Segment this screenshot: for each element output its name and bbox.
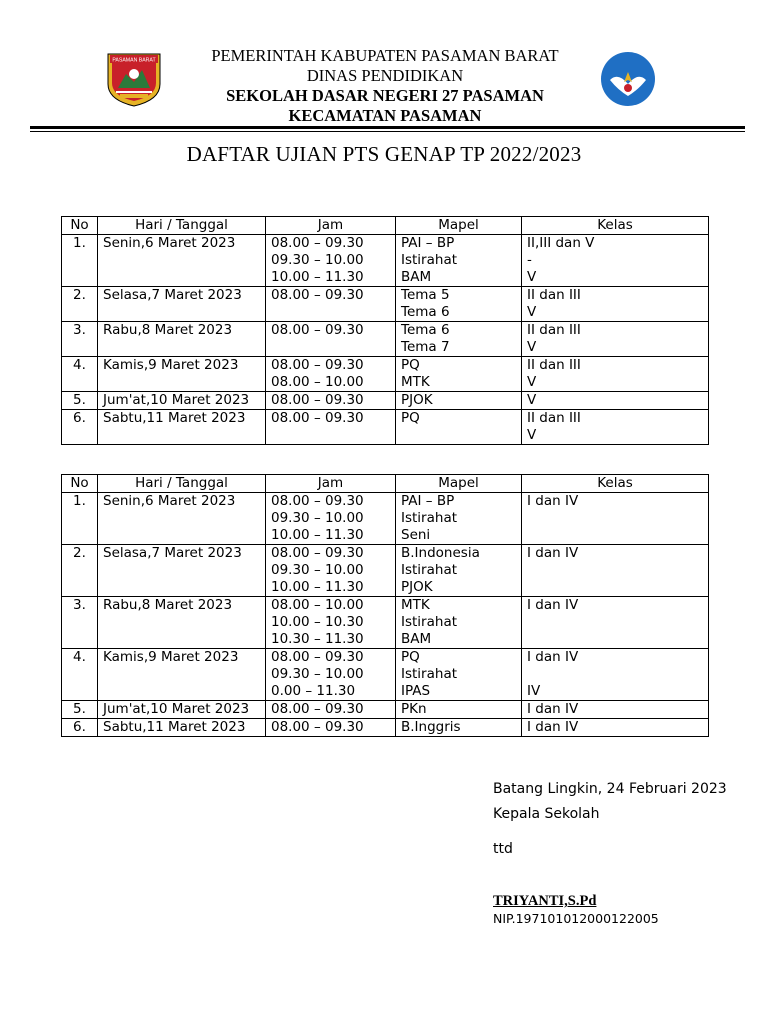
kelas-line: V: [527, 339, 537, 355]
header-kelas: Kelas: [522, 475, 709, 493]
cell-no: 2.: [62, 287, 98, 322]
cell-hari-tanggal: Rabu,8 Maret 2023: [98, 597, 266, 649]
cell-mapel: [396, 287, 522, 322]
mapel-line: IPAS: [401, 683, 431, 699]
document-title: DAFTAR UJIAN PTS GENAP TP 2022/2023: [186, 142, 582, 166]
table-row: [62, 235, 709, 287]
cell-jam: [266, 357, 396, 392]
cell-jam: [266, 493, 396, 545]
mapel-line: PJOK: [401, 392, 433, 408]
cell-kelas: [522, 719, 709, 737]
cell-mapel: [396, 410, 522, 445]
cell-jam: [266, 287, 396, 322]
cell-hari-tanggal: Selasa,7 Maret 2023: [98, 545, 266, 597]
cell-hari-tanggal: Kamis,9 Maret 2023: [98, 357, 266, 392]
mapel-line: Seni: [401, 527, 431, 543]
table-row: [62, 701, 709, 719]
signature-role: Kepala Sekolah: [493, 806, 600, 822]
kelas-line: II dan III: [527, 322, 581, 338]
jam-line: 09.30 – 10.00: [271, 510, 364, 526]
kelas-line: I dan IV: [527, 493, 579, 509]
kelas-line: II dan III: [527, 357, 581, 373]
exam-schedule-table-1: [61, 216, 709, 445]
mapel-line: Istirahat: [401, 614, 458, 630]
mapel-line: Tema 7: [401, 339, 450, 355]
mapel-line: PAI – BP: [401, 493, 455, 509]
letterhead: [150, 46, 620, 126]
cell-mapel: [396, 719, 522, 737]
cell-kelas: [522, 287, 709, 322]
table-row: [62, 649, 709, 701]
jam-line: 10.00 – 11.30: [271, 269, 364, 285]
mapel-line: PJOK: [401, 579, 433, 595]
jam-line: 09.30 – 10.00: [271, 666, 364, 682]
kelas-line: [527, 666, 703, 683]
cell-no: 5.: [62, 392, 98, 410]
cell-kelas: [522, 597, 709, 649]
table-header-row: [62, 475, 709, 493]
header-no: No: [62, 217, 98, 235]
jam-line: 10.00 – 11.30: [271, 579, 364, 595]
mapel-line: PQ: [401, 410, 420, 426]
cell-kelas: [522, 392, 709, 410]
jam-line: 08.00 – 10.00: [271, 374, 364, 390]
cell-mapel: [396, 649, 522, 701]
jam-line: 08.00 – 09.30: [271, 410, 364, 426]
cell-mapel: [396, 322, 522, 357]
cell-kelas: [522, 545, 709, 597]
kelas-line: I dan IV: [527, 597, 579, 613]
table-row: [62, 322, 709, 357]
cell-hari-tanggal: Rabu,8 Maret 2023: [98, 322, 266, 357]
cell-jam: [266, 545, 396, 597]
jam-line: 08.00 – 09.30: [271, 357, 364, 373]
mapel-line: Istirahat: [401, 666, 458, 682]
mapel-line: Istirahat: [401, 510, 458, 526]
header-jam: Jam: [266, 217, 396, 235]
jam-line: 08.00 – 09.30: [271, 701, 364, 717]
cell-jam: [266, 701, 396, 719]
cell-no: 2.: [62, 545, 98, 597]
cell-hari-tanggal: Kamis,9 Maret 2023: [98, 649, 266, 701]
cell-jam: [266, 392, 396, 410]
kelas-line: I dan IV: [527, 701, 579, 717]
jam-line: 08.00 – 09.30: [271, 493, 364, 509]
header-kelas: Kelas: [522, 217, 709, 235]
signature-name: TRIYANTI,S.Pd: [493, 893, 597, 909]
cell-hari-tanggal: Sabtu,11 Maret 2023: [98, 719, 266, 737]
cell-mapel: [396, 235, 522, 287]
mapel-line: BAM: [401, 269, 432, 285]
cell-hari-tanggal: Senin,6 Maret 2023: [98, 493, 266, 545]
jam-line: 08.00 – 10.00: [271, 597, 364, 613]
table-row: [62, 597, 709, 649]
table-row: [62, 719, 709, 737]
cell-mapel: [396, 392, 522, 410]
jam-line: 08.00 – 09.30: [271, 392, 364, 408]
cell-no: 3.: [62, 597, 98, 649]
mapel-line: BAM: [401, 631, 432, 647]
table-row: [62, 357, 709, 392]
letterhead-district: KECAMATAN PASAMAN: [288, 106, 482, 125]
kelas-line: I dan IV: [527, 545, 579, 561]
cell-jam: [266, 719, 396, 737]
cell-jam: [266, 649, 396, 701]
mapel-line: PAI – BP: [401, 235, 455, 251]
cell-kelas: [522, 493, 709, 545]
kelas-line: V: [527, 427, 537, 443]
table-row: [62, 410, 709, 445]
cell-mapel: [396, 545, 522, 597]
cell-kelas: [522, 649, 709, 701]
table-row: [62, 493, 709, 545]
kelas-line: II,III dan V: [527, 235, 595, 251]
header-no: No: [62, 475, 98, 493]
mapel-line: Tema 6: [401, 322, 450, 338]
cell-mapel: [396, 357, 522, 392]
letterhead-school: SEKOLAH DASAR NEGERI 27 PASAMAN: [226, 86, 544, 105]
cell-mapel: [396, 493, 522, 545]
header-mapel: Mapel: [396, 217, 522, 235]
cell-no: 5.: [62, 701, 98, 719]
kelas-line: V: [527, 269, 537, 285]
cell-no: 4.: [62, 649, 98, 701]
cell-kelas: [522, 701, 709, 719]
jam-line: 09.30 – 10.00: [271, 562, 364, 578]
jam-line: 0.00 – 11.30: [271, 683, 356, 699]
cell-hari-tanggal: Senin,6 Maret 2023: [98, 235, 266, 287]
cell-kelas: [522, 410, 709, 445]
cell-no: 1.: [62, 493, 98, 545]
letterhead-department: DINAS PENDIDIKAN: [306, 66, 464, 85]
header-hari-tanggal: Hari / Tanggal: [98, 217, 266, 235]
logo-left-lettering: PASAMAN BARAT: [112, 57, 156, 64]
cell-no: 6.: [62, 410, 98, 445]
mapel-line: Tema 6: [401, 304, 450, 320]
jam-line: 10.00 – 10.30: [271, 614, 364, 630]
kelas-line: -: [527, 252, 532, 268]
jam-line: 10.30 – 11.30: [271, 631, 364, 647]
table-row: [62, 545, 709, 597]
jam-line: 08.00 – 09.30: [271, 719, 364, 735]
kelas-line: V: [527, 374, 537, 390]
jam-line: 08.00 – 09.30: [271, 545, 364, 561]
mapel-line: PQ: [401, 357, 420, 373]
jam-line: 08.00 – 09.30: [271, 235, 364, 251]
table-row: [62, 392, 709, 410]
letterhead-rule-thin: [30, 131, 745, 132]
header-hari-tanggal: Hari / Tanggal: [98, 475, 266, 493]
cell-hari-tanggal: Jum'at,10 Maret 2023: [98, 392, 266, 410]
cell-mapel: [396, 597, 522, 649]
kelas-line: IV: [527, 683, 541, 699]
kelas-line: I dan IV: [527, 649, 579, 665]
cell-no: 4.: [62, 357, 98, 392]
mapel-line: MTK: [401, 374, 430, 390]
mapel-line: PQ: [401, 649, 420, 665]
letterhead-government: PEMERINTAH KABUPATEN PASAMAN BARAT: [211, 46, 559, 65]
cell-mapel: [396, 701, 522, 719]
jam-line: 10.00 – 11.30: [271, 527, 364, 543]
letterhead-rule-thick: [30, 126, 745, 129]
cell-hari-tanggal: Sabtu,11 Maret 2023: [98, 410, 266, 445]
header-jam: Jam: [266, 475, 396, 493]
header-mapel: Mapel: [396, 475, 522, 493]
mapel-line: B.Inggris: [401, 719, 461, 735]
cell-kelas: [522, 357, 709, 392]
cell-jam: [266, 235, 396, 287]
cell-no: 1.: [62, 235, 98, 287]
signature-place-date: Batang Lingkin, 24 Februari 2023: [493, 781, 727, 797]
cell-no: 3.: [62, 322, 98, 357]
mapel-line: PKn: [401, 701, 427, 717]
mapel-line: Istirahat: [401, 562, 458, 578]
kelas-line: II dan III: [527, 287, 581, 303]
mapel-line: MTK: [401, 597, 430, 613]
jam-line: 09.30 – 10.00: [271, 252, 364, 268]
cell-hari-tanggal: Jum'at,10 Maret 2023: [98, 701, 266, 719]
cell-hari-tanggal: Selasa,7 Maret 2023: [98, 287, 266, 322]
cell-kelas: [522, 322, 709, 357]
table-header-row: [62, 217, 709, 235]
kelas-line: V: [527, 304, 537, 320]
cell-jam: [266, 410, 396, 445]
jam-line: 08.00 – 09.30: [271, 322, 364, 338]
table-row: [62, 287, 709, 322]
kelas-line: V: [527, 392, 537, 408]
logo-right-lettering: TUT WURI HANDAYANI: [596, 46, 646, 51]
cell-jam: [266, 597, 396, 649]
jam-line: 08.00 – 09.30: [271, 287, 364, 303]
exam-schedule-table-2: [61, 474, 709, 737]
cell-jam: [266, 322, 396, 357]
cell-no: 6.: [62, 719, 98, 737]
mapel-line: B.Indonesia: [401, 545, 480, 561]
kelas-line: I dan IV: [527, 719, 579, 735]
signature-ttd: ttd: [493, 841, 513, 857]
mapel-line: Tema 5: [401, 287, 450, 303]
mapel-line: Istirahat: [401, 252, 458, 268]
cell-kelas: [522, 235, 709, 287]
jam-line: 08.00 – 09.30: [271, 649, 364, 665]
kelas-line: II dan III: [527, 410, 581, 426]
signature-nip: NIP.197101012000122005: [493, 911, 659, 926]
